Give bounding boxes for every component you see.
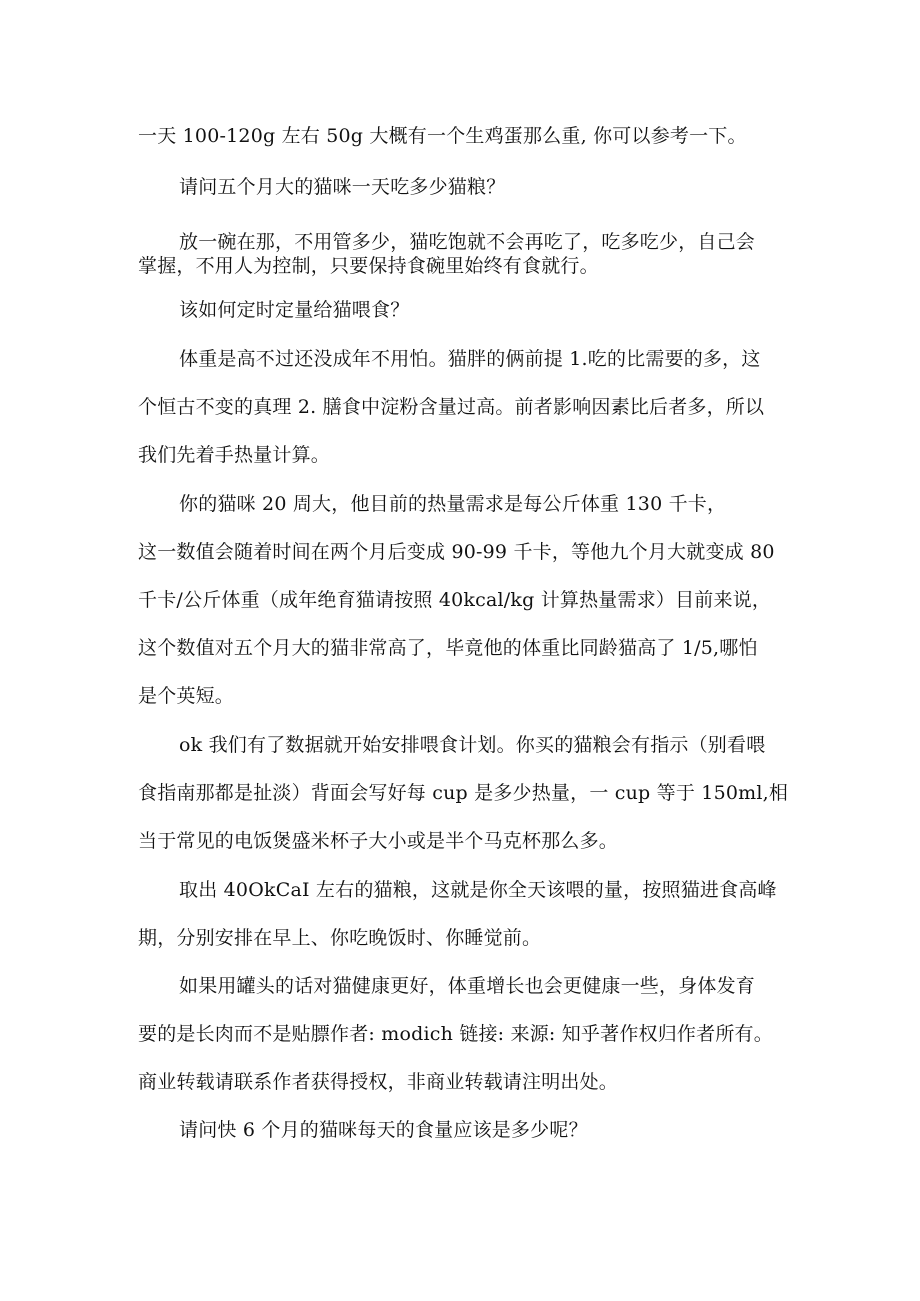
text-line: 一天 100-120g 左右 50g 大概有一个生鸡蛋那么重, 你可以参考一下。 (138, 125, 747, 147)
text-line: 期，分别安排在早上、你吃晚饭时、你睡觉前。 (138, 927, 542, 949)
text-line: 个恒古不变的真理 2. 膳食中淀粉含量过高。前者影响因素比后者多，所以 (138, 396, 765, 418)
question-heading: 请问快 6 个月的猫咪每天的食量应该是多少呢？ (179, 1119, 588, 1141)
text-line: 要的是长肉而不是贴膘作者: modich 链接: 来源: 知乎著作权归作者所有。 (138, 1023, 773, 1045)
text-line: 食指南那都是扯淡）背面会写好每 cup 是多少热量，一 cup 等于 150ml,相 (138, 782, 789, 804)
text-line: 这一数值会随着时间在两个月后变成 90-99 千卡，等他九个月大就变成 80 (138, 541, 775, 563)
text-line: ok 我们有了数据就开始安排喂食计划。你买的猫粮会有指示（别看喂 (179, 734, 766, 756)
text-line: 你的猫咪 20 周大，他目前的热量需求是每公斤体重 130 千卡， (179, 493, 727, 515)
text-line: 这个数值对五个月大的猫非常高了，毕竟他的体重比同龄猫高了 1/5,哪怕 (138, 637, 758, 659)
text-line: 体重是高不过还没成年不用怕。猫胖的俩前提 1.吃的比需要的多，这 (179, 348, 761, 370)
text-line: 当于常见的电饭煲盛米杯子大小或是半个马克杯那么多。 (138, 830, 619, 852)
text-line: 如果用罐头的话对猫健康更好，体重增长也会更健康一些，身体发育 (179, 975, 756, 997)
text-line: 放一碗在那，不用管多少，猫吃饱就不会再吃了，吃多吃少，自己会 (179, 231, 756, 253)
text-line: 千卡/公斤体重（成年绝育猫请按照 40kcal/kg 计算热量需求）目前来说， (138, 589, 772, 611)
text-line: 商业转载请联系作者获得授权，非商业转载请注明出处。 (138, 1071, 619, 1093)
text-line: 我们先着手热量计算。 (138, 444, 331, 466)
text-line: 取出 40OkCaI 左右的猫粮，这就是你全天该喂的量，按照猫进食高峰 (179, 879, 777, 901)
question-heading: 请问五个月大的猫咪一天吃多少猫粮？ (179, 176, 506, 198)
question-heading: 该如何定时定量给猫喂食？ (179, 299, 410, 321)
text-line: 是个英短。 (138, 685, 235, 707)
text-line: 掌握，不用人为控制，只要保持食碗里始终有食就行。 (138, 255, 599, 277)
